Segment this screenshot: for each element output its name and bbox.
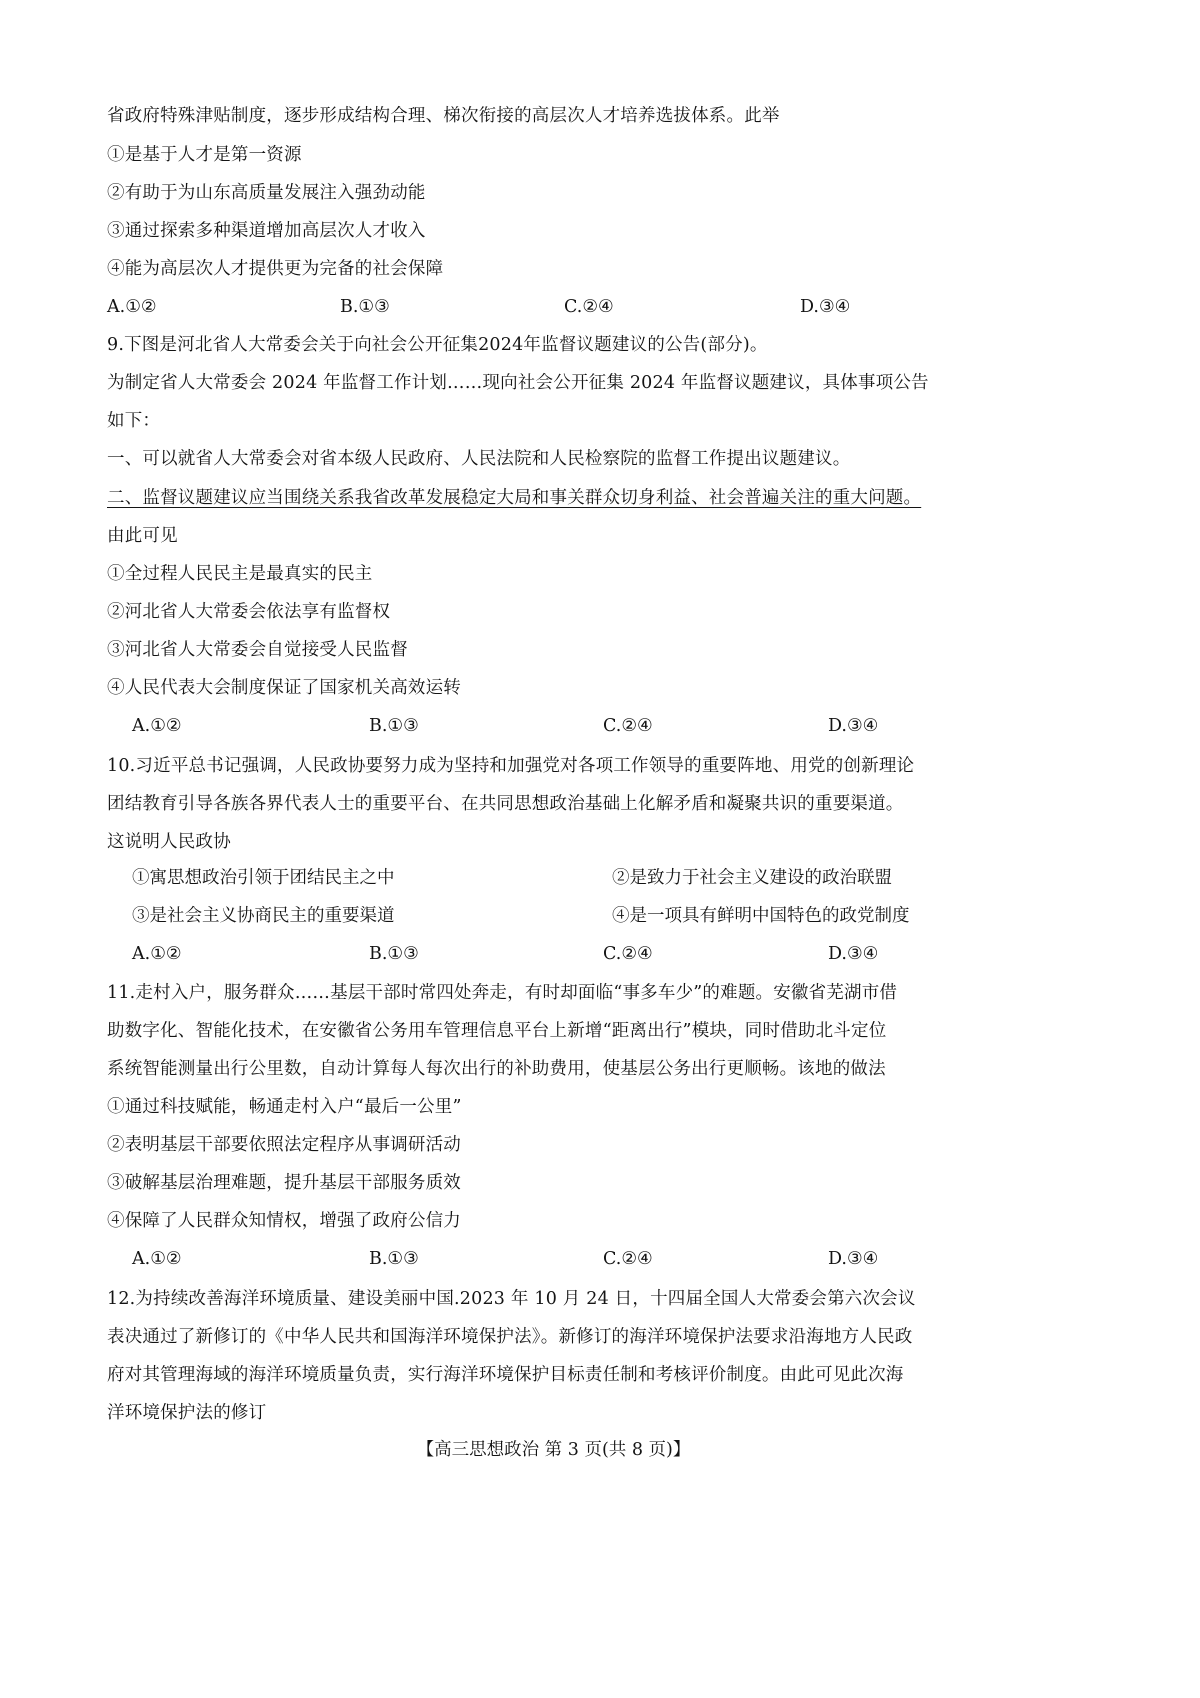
q10-item-4: ④是一项具有鲜明中国特色的政党制度	[612, 906, 910, 926]
q10-choice-d: D.③④	[828, 944, 879, 964]
q9-lead: 由此可见	[107, 526, 178, 546]
q11-item-2: ②表明基层干部要依照法定程序从事调研活动	[107, 1135, 461, 1155]
q11-choice-c: C.②④	[603, 1249, 653, 1269]
q10-choice-c: C.②④	[603, 944, 653, 964]
q9-notice-line-1: 为制定省人大常委会 2024 年监督工作计划……现向社会公开征集 2024 年监督议题建议，具体事项公告	[107, 373, 929, 393]
q8-item-3: ③通过探索多种渠道增加高层次人才收入	[107, 221, 426, 241]
q9-choice-c: C.②④	[603, 716, 653, 736]
q8-choice-d: D.③④	[800, 297, 851, 317]
q9-item-3: ③河北省人大常委会自觉接受人民监督	[107, 640, 408, 660]
q11-stem-line-3: 系统智能测量出行公里数，自动计算每人每次出行的补助费用，使基层公务出行更顺畅。该地的做法	[107, 1059, 886, 1079]
q10-stem-line-2: 团结教育引导各族各界代表人士的重要平台、在共同思想政治基础上化解矛盾和凝聚共识的重要渠道。	[107, 794, 904, 814]
q9-choice-b: B.①③	[369, 716, 419, 736]
q9-choice-d: D.③④	[828, 716, 879, 736]
q11-choice-d: D.③④	[828, 1249, 879, 1269]
q10-choice-a: A.①②	[132, 944, 182, 964]
q8-item-1: ①是基于人才是第一资源	[107, 145, 302, 165]
q10-item-1: ①寓思想政治引领于团结民主之中	[132, 868, 395, 888]
q8-choice-c: C.②④	[564, 297, 614, 317]
q10-stem-line-3: 这说明人民政协	[107, 832, 231, 852]
q8-choice-b: B.①③	[340, 297, 390, 317]
q9-item-2: ②河北省人大常委会依法享有监督权	[107, 602, 391, 622]
q8-choice-a: A.①②	[107, 297, 157, 317]
q12-stem-line-4: 洋环境保护法的修订	[107, 1403, 267, 1423]
q10-item-3: ③是社会主义协商民主的重要渠道	[132, 906, 395, 926]
q11-item-3: ③破解基层治理难题，提升基层干部服务质效	[107, 1173, 461, 1193]
q8-stem-end: 省政府特殊津贴制度，逐步形成结构合理、梯次衔接的高层次人才培养选拔体系。此举	[107, 106, 780, 126]
q11-item-4: ④保障了人民群众知情权，增强了政府公信力	[107, 1211, 461, 1231]
page-footer: 【高三思想政治 第 3 页(共 8 页)】	[416, 1440, 691, 1460]
q10-choice-b: B.①③	[369, 944, 419, 964]
q9-notice-line-3: 一、可以就省人大常委会对省本级人民政府、人民法院和人民检察院的监督工作提出议题建议。	[107, 449, 851, 469]
q11-stem-line-2: 助数字化、智能化技术，在安徽省公务用车管理信息平台上新增“距离出行”模块，同时借助北斗定位	[107, 1021, 887, 1041]
q9-stem: 9.下图是河北省人大常委会关于向社会公开征集2024年监督议题建议的公告(部分)。	[107, 335, 768, 355]
q11-item-1: ①通过科技赋能，畅通走村入户“最后一公里”	[107, 1097, 462, 1117]
q9-notice-line-2: 如下：	[107, 411, 161, 431]
q9-item-1: ①全过程人民民主是最真实的民主	[107, 564, 373, 584]
q8-item-4: ④能为高层次人才提供更为完备的社会保障	[107, 259, 444, 279]
q9-notice-line-4: 二、监督议题建议应当围绕关系我省改革发展稳定大局和事关群众切身利益、社会普遍关注的重大问题。	[107, 488, 922, 508]
q11-stem-line-1: 11.走村入户，服务群众……基层干部时常四处奔走，有时却面临“事多车少”的难题。安徽省芜湖市借	[107, 983, 898, 1003]
q10-item-2: ②是致力于社会主义建设的政治联盟	[612, 868, 892, 888]
q11-choice-b: B.①③	[369, 1249, 419, 1269]
q12-stem-line-2: 表决通过了新修订的《中华人民共和国海洋环境保护法》。新修订的海洋环境保护法要求沿海地方人民政	[107, 1327, 913, 1347]
q12-stem-line-3: 府对其管理海域的海洋环境质量负责，实行海洋环境保护目标责任制和考核评价制度。由此可见此次海	[107, 1365, 904, 1385]
q11-choice-a: A.①②	[132, 1249, 182, 1269]
q9-item-4: ④人民代表大会制度保证了国家机关高效运转	[107, 678, 461, 698]
q9-choice-a: A.①②	[132, 716, 182, 736]
q10-stem-line-1: 10.习近平总书记强调，人民政协要努力成为坚持和加强党对各项工作领导的重要阵地、用党的创新理论	[107, 756, 915, 776]
q12-stem-line-1: 12.为持续改善海洋环境质量、建设美丽中国.2023 年 10 月 24 日，十四届全国人大常委会第六次会议	[107, 1289, 916, 1309]
q8-item-2: ②有助于为山东高质量发展注入强劲动能	[107, 183, 426, 203]
